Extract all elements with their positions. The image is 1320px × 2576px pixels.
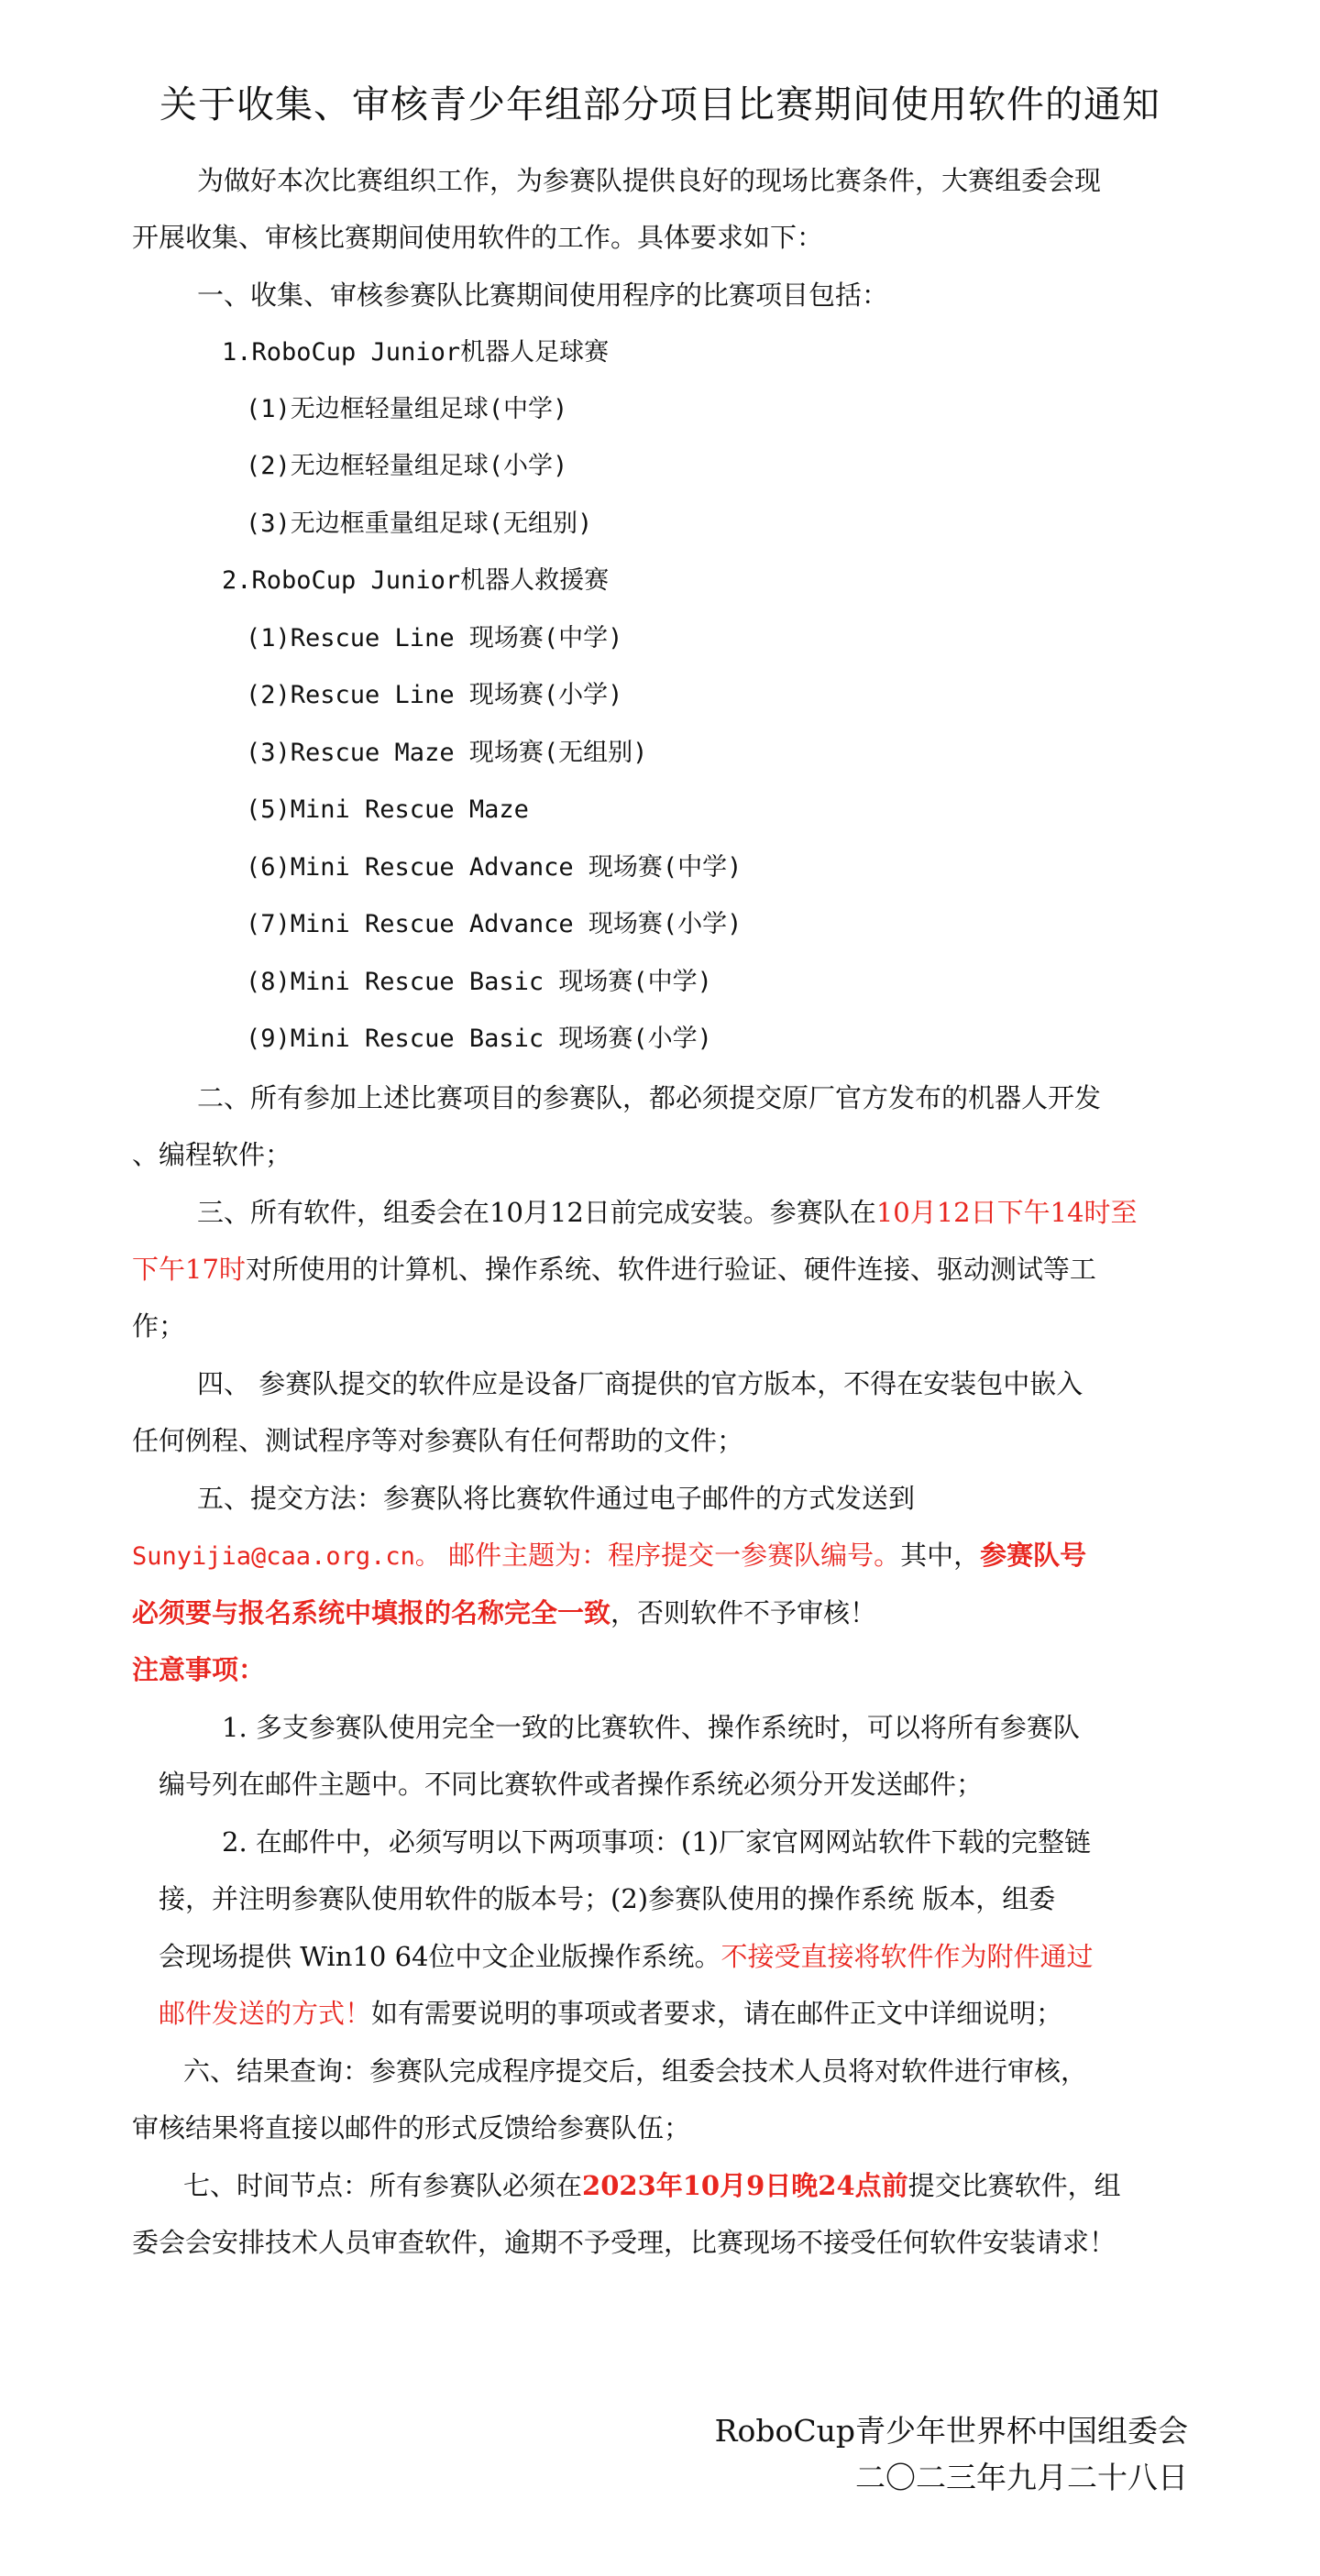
- soccer-item-2: (2)无边框轻量组足球(小学): [246, 452, 568, 480]
- soccer-item-1: (1)无边框轻量组足球(中学): [246, 395, 568, 423]
- section-7-line-1: 七、时间节点：所有参赛队必须在2023年10月9日晚24点前提交比赛软件，组: [183, 2170, 1121, 2201]
- signature-date: 二〇二三年九月二十八日: [855, 2460, 1188, 2495]
- note-1-line-1: 1. 多支参赛队使用完全一致的比赛软件、操作系统时，可以将所有参赛队: [222, 1712, 1080, 1743]
- section-1-group-2: 2.RoboCup Junior机器人救援赛: [222, 566, 610, 595]
- section-5-line-3: 必须要与报名系统中填报的名称完全一致，否则软件不予审核！: [132, 1597, 877, 1628]
- rescue-item-5: (6)Mini Rescue Advance 现场赛(中学): [246, 853, 742, 882]
- team-name-rule: 必须要与报名系统中填报的名称完全一致: [132, 1597, 611, 1628]
- note-1-line-2: 编号列在邮件主题中。不同比赛软件或者操作系统必须分开发送邮件；: [159, 1769, 984, 1800]
- install-window-start: 10月12日下午14时至: [875, 1197, 1138, 1228]
- section-3-line-3: 作；: [132, 1310, 186, 1342]
- rescue-item-1: (1)Rescue Line 现场赛(中学): [246, 624, 623, 652]
- intro-line-1: 为做好本次比赛组织工作，为参赛队提供良好的现场比赛条件，大赛组委会现: [197, 165, 1102, 196]
- note-2-line-4: 邮件发送的方式！如有需要说明的事项或者要求，请在邮件正文中详细说明；: [159, 1998, 1063, 2029]
- intro-line-2: 开展收集、审核比赛期间使用软件的工作。具体要求如下：: [132, 222, 824, 253]
- note-2-line-3: 会现场提供 Win10 64位中文企业版操作系统。不接受直接将软件作为附件通过: [159, 1941, 1094, 1972]
- section-4-line-1: 四、 参赛队提交的软件应是设备厂商提供的官方版本，不得在安装包中嵌入: [197, 1368, 1084, 1399]
- install-window-end: 下午17时: [132, 1254, 246, 1285]
- soccer-item-3: (3)无边框重量组足球(无组别): [246, 510, 593, 538]
- rescue-item-6: (7)Mini Rescue Advance 现场赛(小学): [246, 910, 742, 938]
- section-3-line-1: 三、所有软件，组委会在10月12日前完成安装。参赛队在10月12日下午14时至: [197, 1197, 1138, 1228]
- submission-email: Sunyijia@caa.org.cn。: [132, 1542, 440, 1571]
- section-6-line-2: 审核结果将直接以邮件的形式反馈给参赛队伍；: [132, 2112, 691, 2143]
- section-2-line-2: 、编程软件；: [132, 1139, 292, 1170]
- email-subject-rule: 邮件主题为：程序提交一参赛队编号。: [439, 1540, 901, 1571]
- rescue-item-8: (9)Mini Rescue Basic 现场赛(小学): [246, 1025, 712, 1053]
- section-5-line-1: 五、提交方法：参赛队将比赛软件通过电子邮件的方式发送到: [197, 1483, 916, 1514]
- section-4-line-2: 任何例程、测试程序等对参赛队有任何帮助的文件；: [132, 1425, 744, 1456]
- rescue-item-3: (3)Rescue Maze 现场赛(无组别): [246, 739, 648, 767]
- signature-organization: RoboCup青少年世界杯中国组委会: [714, 2413, 1188, 2449]
- section-3-line-2: 下午17时对所使用的计算机、操作系统、软件进行验证、硬件连接、驱动测试等工: [132, 1254, 1096, 1285]
- document-title: 关于收集、审核青少年组部分项目比赛期间使用软件的通知: [160, 82, 1160, 126]
- rescue-item-4: (5)Mini Rescue Maze: [246, 795, 529, 824]
- submission-deadline: 2023年10月9日晚24点前: [582, 2170, 908, 2201]
- section-1-group-1: 1.RoboCup Junior机器人足球赛: [222, 338, 610, 367]
- rescue-item-7: (8)Mini Rescue Basic 现场赛(中学): [246, 968, 712, 996]
- section-6-line-1: 六、结果查询：参赛队完成程序提交后，组委会技术人员将对软件进行审核，: [183, 2055, 1088, 2087]
- note-2-line-2: 接，并注明参赛队使用软件的版本号；(2)参赛队使用的操作系统 版本，组委: [159, 1883, 1056, 1914]
- section-7-line-2: 委会会安排技术人员审查软件，逾期不予受理，比赛现场不接受任何软件安装请求！: [132, 2227, 1116, 2258]
- section-5-line-2: Sunyijia@caa.org.cn。 邮件主题为：程序提交一参赛队编号。其中，参赛队号: [132, 1540, 1087, 1571]
- no-attachment-rule: 不接受直接将软件作为附件通过: [720, 1941, 1094, 1972]
- notes-heading: 注意事项：: [132, 1654, 266, 1685]
- section-1-heading: 一、收集、审核参赛队比赛期间使用程序的比赛项目包括：: [197, 280, 889, 311]
- section-2-line-1: 二、所有参加上述比赛项目的参赛队，都必须提交原厂官方发布的机器人开发: [197, 1082, 1102, 1113]
- note-2-line-1: 2. 在邮件中，必须写明以下两项事项：(1)厂家官网网站软件下载的完整链: [222, 1826, 1091, 1858]
- rescue-item-2: (2)Rescue Line 现场赛(小学): [246, 681, 623, 709]
